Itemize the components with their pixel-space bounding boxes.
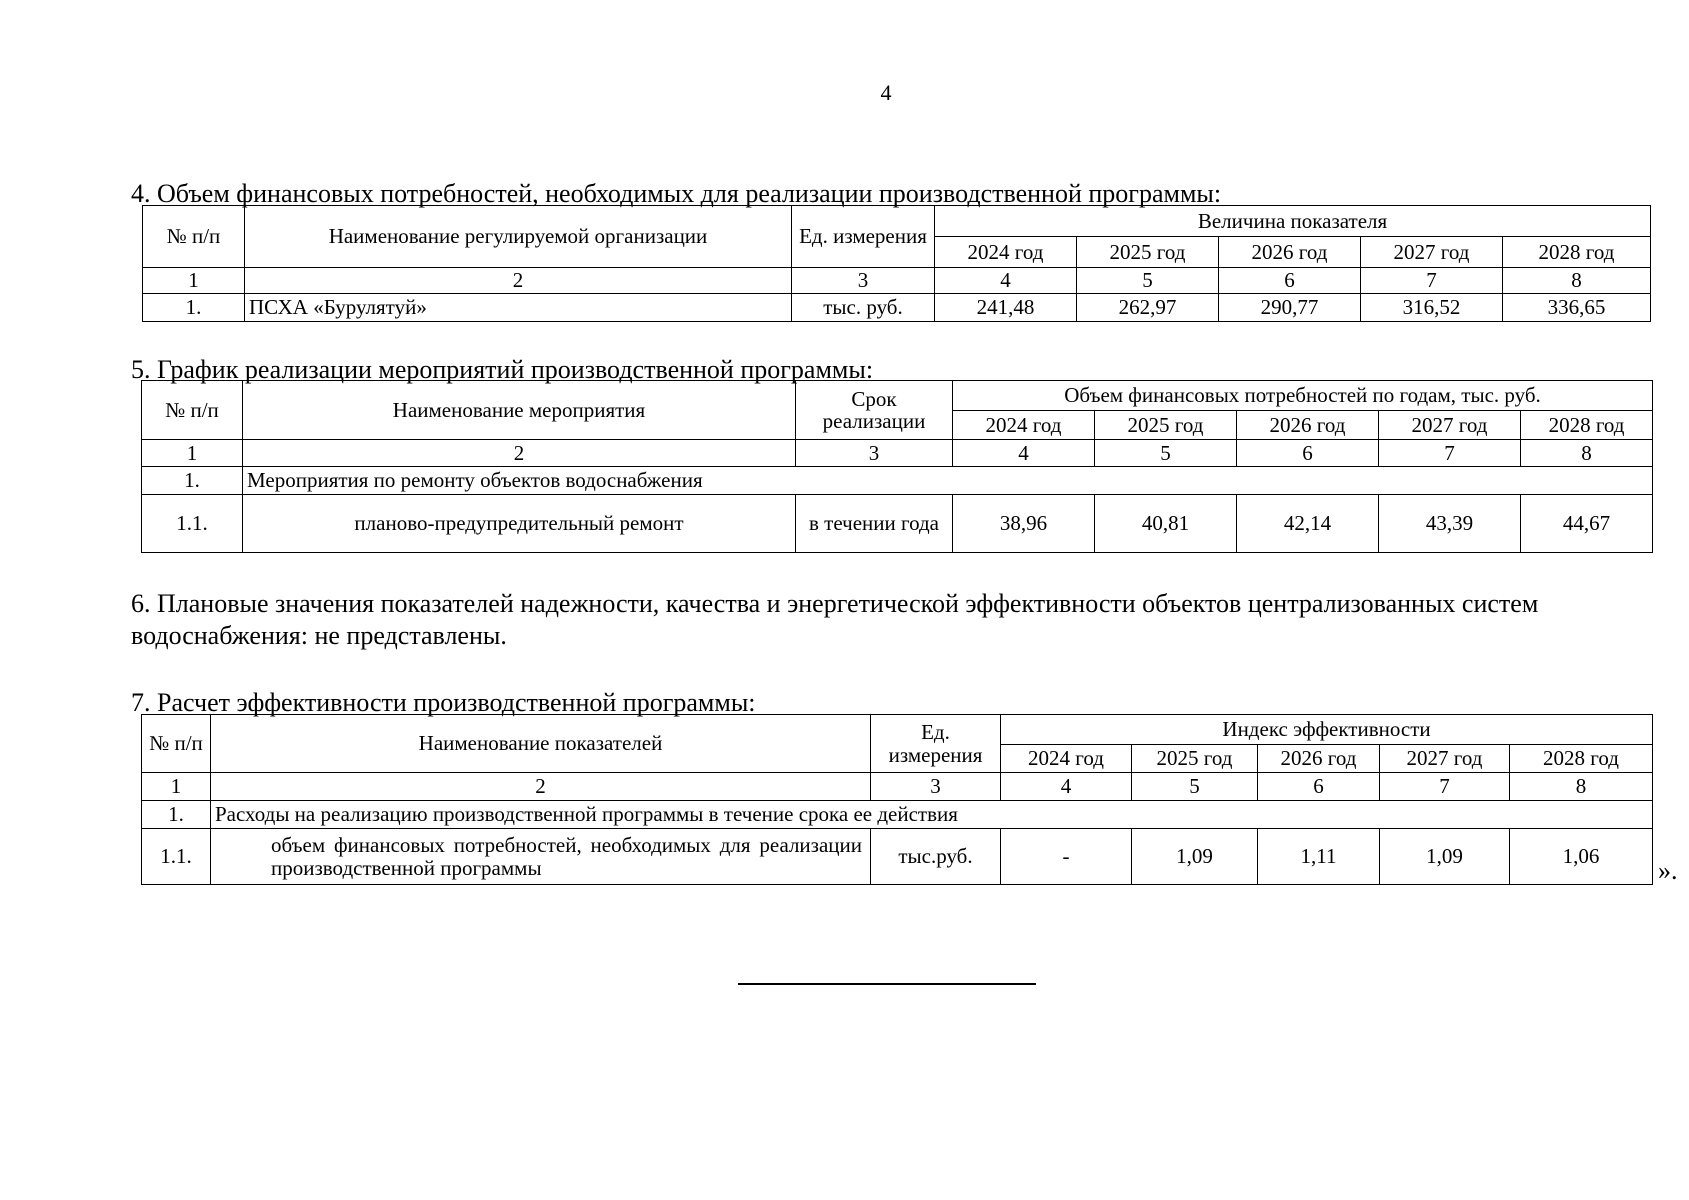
section-7-title: 7. Расчет эффективности производственной программы:	[131, 688, 756, 717]
row-num: 1.1.	[142, 829, 211, 885]
section-5-title: 5. График реализации мероприятий производственной программы:	[131, 355, 874, 384]
index-cell: 4	[935, 268, 1077, 294]
row-value: 40,81	[1095, 495, 1237, 553]
table-row	[143, 294, 1651, 322]
row-value: 1,06	[1510, 829, 1653, 885]
group-row	[142, 467, 1653, 495]
header-year: 2025 год	[1132, 745, 1258, 773]
header-year: 2027 год	[1361, 237, 1503, 268]
row-num: 1.	[143, 294, 245, 322]
header-row	[143, 206, 1651, 237]
header-year: 2024 год	[935, 237, 1077, 268]
index-cell: 8	[1503, 268, 1651, 294]
header-row	[142, 715, 1653, 745]
group-row	[142, 801, 1653, 829]
index-cell: 6	[1237, 440, 1379, 467]
index-row	[142, 773, 1653, 801]
row-term: в течении года	[796, 495, 953, 553]
header-num: № п/п	[142, 715, 211, 773]
row-value: 1,09	[1380, 829, 1510, 885]
index-cell: 5	[1077, 268, 1219, 294]
index-cell: 6	[1258, 773, 1380, 801]
header-num: № п/п	[143, 206, 245, 268]
index-cell: 3	[796, 440, 953, 467]
header-year: 2024 год	[1001, 745, 1132, 773]
index-cell: 7	[1379, 440, 1521, 467]
row-org-name: ПСХА «Бурулятуй»	[245, 294, 792, 322]
index-cell: 2	[243, 440, 796, 467]
section-4-title: 4. Объем финансовых потребностей, необходимых для реализации производственной программы:	[131, 179, 1222, 208]
row-value: 241,48	[935, 294, 1077, 322]
header-year: 2026 год	[1219, 237, 1361, 268]
header-year: 2026 год	[1237, 411, 1379, 440]
index-cell: 3	[871, 773, 1001, 801]
header-year: 2025 год	[1095, 411, 1237, 440]
index-cell: 7	[1380, 773, 1510, 801]
header-unit: Ед. измерения	[792, 206, 935, 268]
header-year: 2028 год	[1510, 745, 1653, 773]
index-cell: 4	[1001, 773, 1132, 801]
header-term: Срок реализации	[796, 381, 953, 440]
group-name: Мероприятия по ремонту объектов водоснабжения	[243, 467, 1653, 495]
index-cell: 6	[1219, 268, 1361, 294]
row-indicator-name: объем финансовых потребностей, необходимых для реализации производственной программы	[211, 829, 871, 885]
row-unit: тыс.руб.	[871, 829, 1001, 885]
row-value: -	[1001, 829, 1132, 885]
table-row	[142, 829, 1653, 885]
header-year: 2025 год	[1077, 237, 1219, 268]
row-value: 290,77	[1219, 294, 1361, 322]
index-cell: 8	[1510, 773, 1653, 801]
header-year: 2027 год	[1380, 745, 1510, 773]
header-efficiency-group: Индекс эффективности	[1001, 715, 1653, 745]
financial-needs-table	[142, 205, 1651, 322]
index-cell: 8	[1521, 440, 1653, 467]
header-indicator-group: Величина показателя	[935, 206, 1651, 237]
header-row	[142, 381, 1653, 411]
index-cell: 1	[142, 773, 211, 801]
header-year: 2024 год	[953, 411, 1095, 440]
group-num: 1.	[142, 801, 211, 829]
index-cell: 1	[142, 440, 243, 467]
schedule-table	[141, 380, 1653, 553]
header-year: 2028 год	[1521, 411, 1653, 440]
page-number: 4	[880, 80, 892, 105]
header-org-name: Наименование регулируемой организации	[245, 206, 792, 268]
header-year: 2028 год	[1503, 237, 1651, 268]
header-indicator-name: Наименование показателей	[211, 715, 871, 773]
group-num: 1.	[142, 467, 243, 495]
row-value: 44,67	[1521, 495, 1653, 553]
table-row	[142, 495, 1653, 553]
index-cell: 4	[953, 440, 1095, 467]
row-value: 1,11	[1258, 829, 1380, 885]
row-value: 262,97	[1077, 294, 1219, 322]
index-cell: 1	[143, 268, 245, 294]
index-row	[143, 268, 1651, 294]
row-value: 38,96	[953, 495, 1095, 553]
header-year: 2026 год	[1258, 745, 1380, 773]
row-num: 1.1.	[142, 495, 243, 553]
group-name: Расходы на реализацию производственной программы в течение срока ее действия	[211, 801, 1653, 829]
header-needs-group: Объем финансовых потребностей по годам, тыс. руб.	[953, 381, 1653, 411]
efficiency-table	[141, 714, 1653, 885]
index-cell: 3	[792, 268, 935, 294]
row-unit: тыс. руб.	[792, 294, 935, 322]
index-row	[142, 440, 1653, 467]
index-cell: 5	[1095, 440, 1237, 467]
index-cell: 2	[245, 268, 792, 294]
row-value: 43,39	[1379, 495, 1521, 553]
separator-line	[738, 983, 1036, 985]
row-value: 336,65	[1503, 294, 1651, 322]
index-cell: 2	[211, 773, 871, 801]
index-cell: 7	[1361, 268, 1503, 294]
section-6-text: 6. Плановые значения показателей надежности, качества и энергетической эффективности объектов централизованных систем водоснабжения: не представлены.	[131, 589, 1539, 650]
row-value: 316,52	[1361, 294, 1503, 322]
header-year: 2027 год	[1379, 411, 1521, 440]
row-event-name: планово-предупредительный ремонт	[243, 495, 796, 553]
index-cell: 5	[1132, 773, 1258, 801]
header-unit: Ед. измерения	[871, 715, 1001, 773]
row-value: 42,14	[1237, 495, 1379, 553]
header-event-name: Наименование мероприятия	[243, 381, 796, 440]
closing-quote-mark: ».	[1658, 856, 1678, 885]
row-value: 1,09	[1132, 829, 1258, 885]
header-num: № п/п	[142, 381, 243, 440]
